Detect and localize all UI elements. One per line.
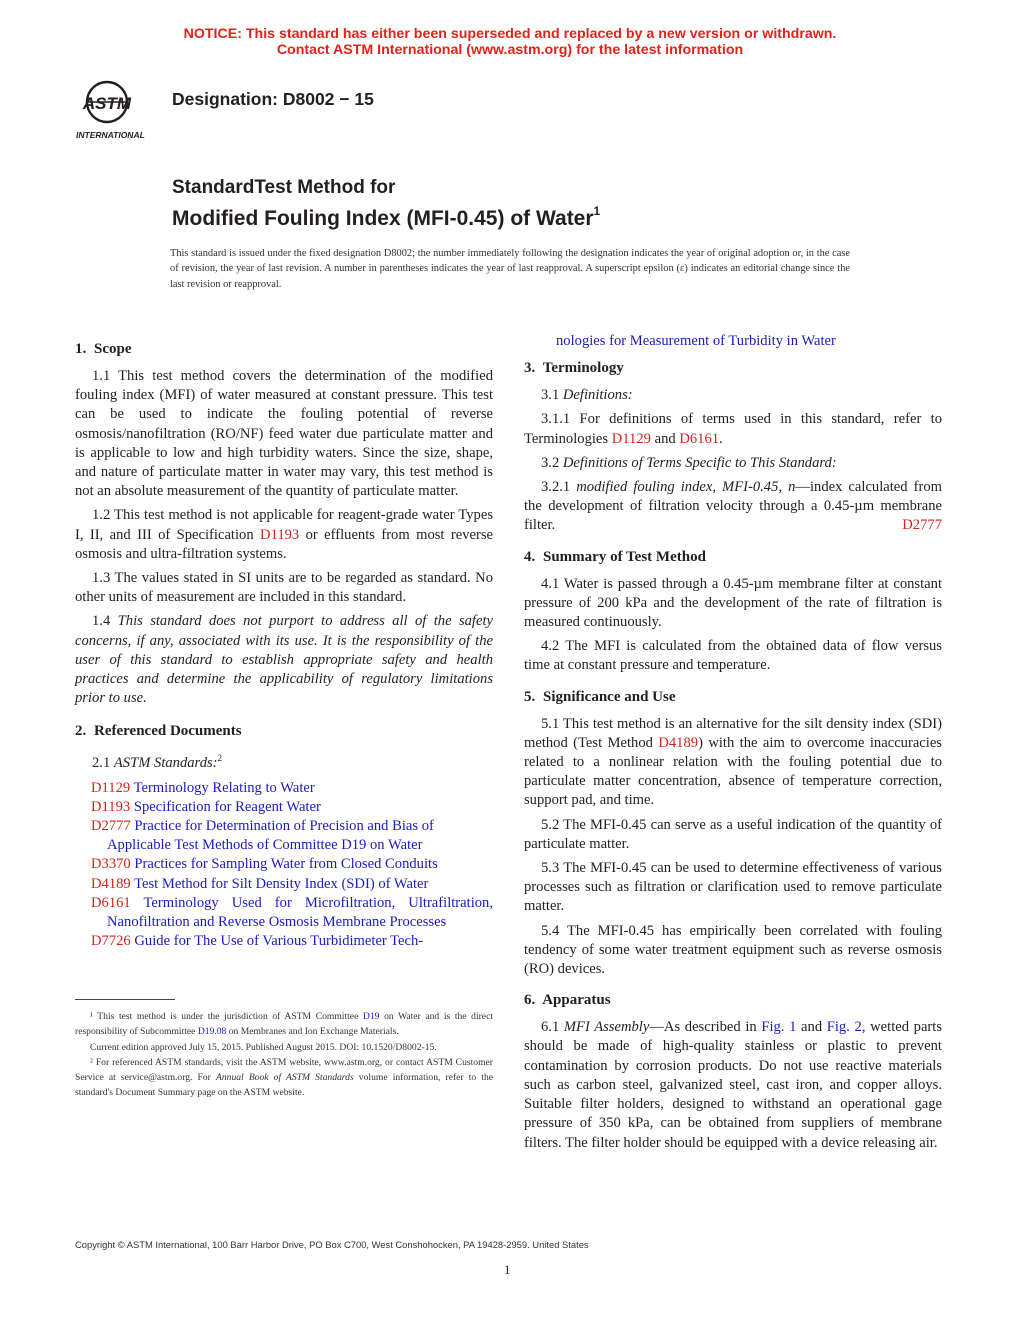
- section-heading-terminology: 3. Terminology: [524, 360, 624, 377]
- para-1-3: 1.3 The values stated in SI units are to be regarded as standard. No other units of measurement are included in this standard.: [75, 570, 493, 606]
- link-fig-2[interactable]: Fig. 2: [826, 1019, 862, 1036]
- link-d19[interactable]: D19: [362, 1011, 380, 1022]
- footnote-2: ² For referenced ASTM standards, visit the ASTM website, www.astm.org, or contact ASTM Customer Service at service@astm.org. For Annual Book of ASTM Standards volume information, refer to the standard's Document Summary page on the ASTM website.: [75, 1056, 493, 1099]
- para-3-2-1: 3.2.1 modified fouling index, MFI-0.45, n—index calculated from the development of filtration velocity through a 0.45-µm membrane filter. D2777: [524, 479, 942, 534]
- reference-item: [75, 932, 493, 951]
- title-footnote-mark: 1: [593, 204, 601, 218]
- reference-title-link[interactable]: Terminology Relating to Water: [133, 779, 315, 796]
- reference-title-link[interactable]: Terminology Used for Microfiltration, Ultrafiltration, Nanofiltration and Reverse Osmosis Membrane Processes: [107, 894, 493, 930]
- astm-logo: [74, 78, 164, 142]
- reference-item: [75, 798, 493, 817]
- reference-code-link[interactable]: D1129: [91, 779, 131, 796]
- right-column: [524, 332, 942, 1158]
- section-heading-referenced-documents: 2. Referenced Documents: [75, 723, 242, 740]
- para-3-1: 3.1 Definitions:: [541, 387, 633, 404]
- withdrawn-notice: [0, 26, 1020, 58]
- footnote-edition: Current edition approved July 15, 2015. Published August 2015. DOI: 10.1520/D8002-15.: [90, 1041, 437, 1053]
- reference-title-link[interactable]: Practice for Determination of Precision and Bias of Applicable Test Methods of Committee D19 on Water: [107, 817, 434, 854]
- para-3-1-1: 3.1.1 For definitions of terms used in this standard, refer to Terminologies D1129 and D6161.: [524, 411, 942, 447]
- reference-code-link[interactable]: D7726: [91, 933, 131, 950]
- section-heading-scope: 1. Scope: [75, 341, 132, 357]
- astm-logo-icon: [74, 78, 164, 142]
- reference-item: [75, 779, 493, 798]
- link-d2777-term[interactable]: D2777: [902, 517, 942, 534]
- reference-title-link[interactable]: Test Method for Silt Density Index (SDI) of Water: [134, 875, 429, 892]
- notice-line-2: Contact ASTM International (www.astm.org) for the latest information: [276, 42, 744, 58]
- reference-item: [75, 875, 493, 894]
- link-d1129-term[interactable]: D1129: [611, 430, 651, 447]
- reference-code-link[interactable]: D1193: [91, 798, 131, 815]
- reference-title-link[interactable]: Guide for The Use of Various Turbidimeter Tech-: [134, 933, 424, 950]
- para-3-2: 3.2 Definitions of Terms Specific to This Standard:: [541, 454, 837, 471]
- page-number: 1: [504, 1262, 511, 1277]
- para-1-2: 1.2 This test method is not applicable for reagent-grade water Types I, II, and III of Specification D1193 or effluents from most reverse osmosis and ultra-filtration systems.: [75, 507, 493, 562]
- link-d1193[interactable]: D1193: [260, 526, 300, 543]
- link-fig-1[interactable]: Fig. 1: [761, 1019, 797, 1036]
- reference-code-link[interactable]: D4189: [91, 875, 131, 892]
- footnotes: [75, 1009, 493, 1101]
- reference-title-link[interactable]: Specification for Reagent Water: [133, 798, 321, 815]
- para-4-2: 4.2 The MFI is calculated from the obtained data of flow versus time at constant pressure and temperature.: [524, 638, 942, 674]
- reference-item: [75, 855, 493, 874]
- notice-line-1: NOTICE: This standard has either been superseded and replaced by a new version or withdrawn.: [183, 26, 837, 42]
- reference-code-link[interactable]: D2777: [91, 817, 131, 834]
- title-main: Modified Fouling Index (MFI-0.45) of Water: [172, 207, 594, 230]
- link-d7726-continued[interactable]: nologies for Measurement of Turbidity in Water: [556, 333, 836, 349]
- reference-code-link[interactable]: D3370: [91, 856, 131, 873]
- footnote-1: ¹ This test method is under the jurisdiction of ASTM Committee D19 on Water and is the direct responsibility of Subcommittee D19.08 on Membranes and Ion Exchange Materials.: [75, 1011, 493, 1038]
- para-6-1: 6.1 MFI Assembly—As described in Fig. 1 and Fig. 2, wetted parts should be made of high-quality stainless or plastic to prevent contamination by corrosion products. Do not use reactive materials such as carbon steel, galvanized steel, cast iron, and copper alloys. Suitable filter holders, designed to withstand an operational gage pressure of 350 kPa, can be obtained from suppliers of membrane filters. The filter holder should be equipped with a device releasing air.: [524, 1019, 943, 1151]
- referenced-standards-list: [75, 779, 493, 952]
- para-5-2: 5.2 The MFI-0.45 can serve as a useful indication of the quantity of particulate matter.: [524, 816, 942, 852]
- para-5-4: 5.4 The MFI-0.45 has empirically been correlated with fouling tendency of some water treatment equipment such as reverse osmosis (RO) devices.: [524, 922, 942, 978]
- section-heading-apparatus: 6. Apparatus: [524, 992, 611, 1009]
- ref-continuation: [524, 332, 942, 351]
- reference-code-link[interactable]: D6161: [91, 894, 131, 911]
- para-4-1: 4.1 Water is passed through a 0.45-µm membrane filter at constant pressure of 200 kPa and the development of the rate of filtration is measured continuously.: [524, 575, 942, 631]
- para-5-3: 5.3 The MFI-0.45 can be used to determine effectiveness of various processes such as filtration or clarification used to remove particulate matter.: [524, 860, 942, 915]
- left-column: [75, 332, 493, 951]
- para-2-1: 2.1 ASTM Standards:$^2$: [92, 753, 223, 772]
- document-title: [172, 176, 600, 232]
- title-line-2: [172, 200, 600, 232]
- para-5-1: 5.1 This test method is an alternative for the silt density index (SDI) method (Test Method D4189) with the aim to overcome inaccuracies related to a nonlinear relation with the fouling potential due to particulate matter concentration, absence of temperature correction, support pad, and time.: [524, 715, 942, 809]
- issuance-statement: This standard is issued under the fixed designation D8002; the number immediately following the designation indicates the year of original adoption or, in the case of revision, the year of last revision. A number in parentheses indicates the year of last reapproval. A superscript epsilon (ε) indicates an editorial change since the last revision or reapproval.: [170, 248, 850, 290]
- footnote-rule: [75, 999, 175, 1000]
- reference-item: [75, 894, 493, 932]
- title-line-1: StandardTest Method for: [172, 177, 396, 198]
- logo-subtext: INTERNATIONAL: [76, 130, 145, 140]
- copyright: Copyright © ASTM International, 100 Barr Harbor Drive, PO Box C700, West Conshohocken, PA 19428-2959. United States: [75, 1239, 589, 1250]
- para-1-1: 1.1 This test method covers the determination of the modified fouling index (MFI) of water measured at constant pressure. This test can be used to indicate the fouling potential of reverse osmosis/nanofiltration (RO/NF) feed water due particulate matter and is applicable to low and high turbidity waters. Since the size, shape, and nature of particulate matter in water may vary, this test method is not an absolute measurement of the quantity of particulate matter.: [75, 368, 493, 500]
- section-heading-summary: 4. Summary of Test Method: [524, 548, 706, 565]
- reference-title-link[interactable]: Practices for Sampling Water from Closed Conduits: [134, 856, 438, 873]
- link-d4189-sig[interactable]: D4189: [658, 734, 699, 751]
- logo-text: ASTM: [82, 94, 132, 113]
- link-d19-08[interactable]: D19.08: [197, 1026, 227, 1038]
- link-d6161-term[interactable]: D6161: [679, 430, 720, 447]
- para-1-4: 1.4 This standard does not purport to address all of the safety concerns, if any, associated with its use. It is the responsibility of the user of this standard to establish appropriate safety and health practices and determine the applicability of regulatory limitations prior to use.: [75, 613, 493, 707]
- designation: Designation: D8002 − 15: [172, 89, 374, 109]
- section-heading-significance: 5. Significance and Use: [524, 688, 676, 705]
- reference-item: [75, 817, 493, 855]
